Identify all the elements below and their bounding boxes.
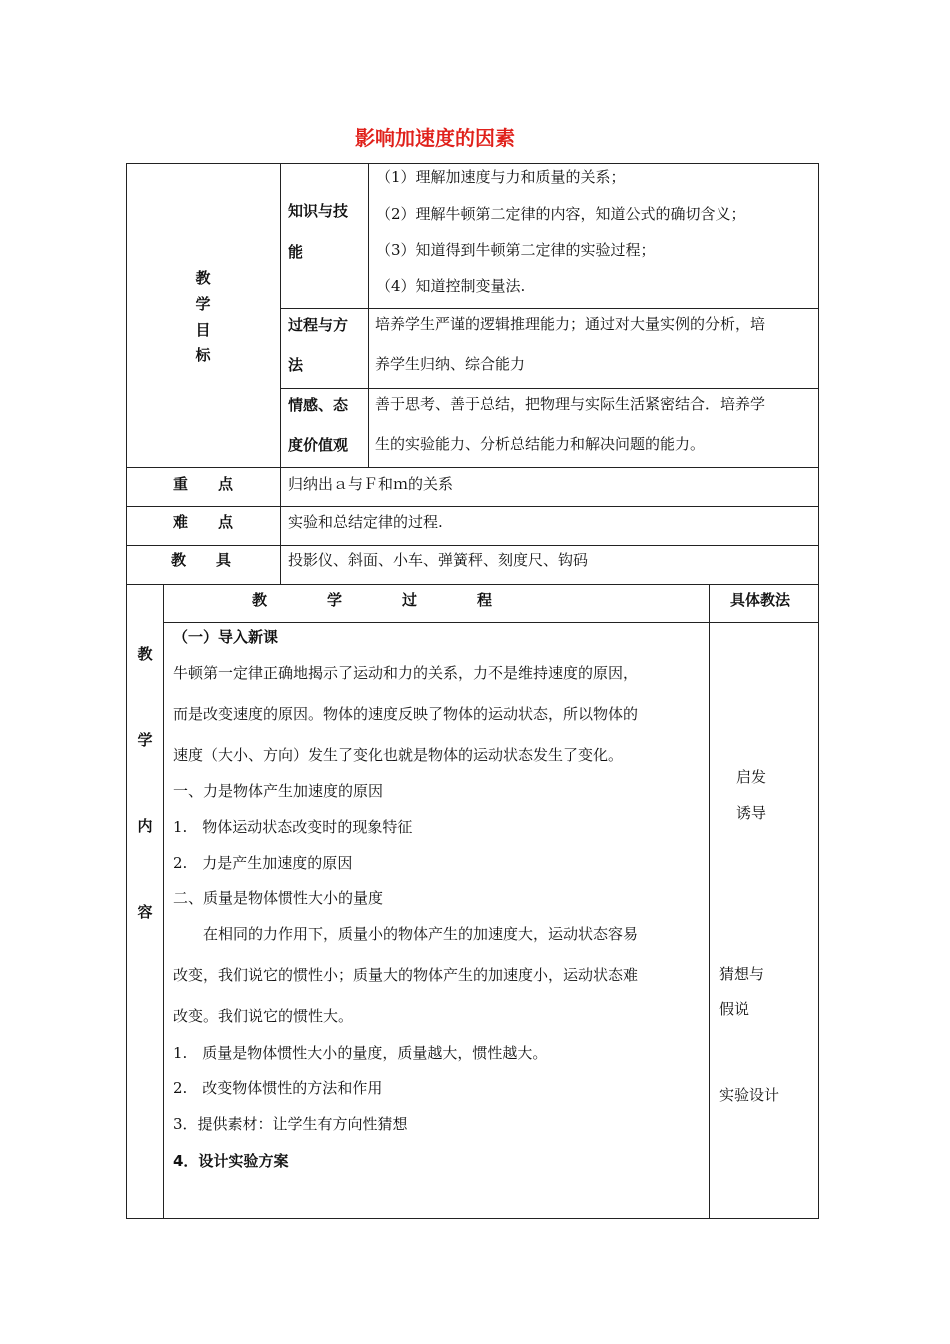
difficulty-label: 难 点 bbox=[173, 513, 234, 531]
knowledge-item: （2）理解牛顿第二定律的内容，知道公式的确切含义； bbox=[376, 205, 746, 223]
knowledge-item: （3）知道得到牛顿第二定律的实验过程； bbox=[376, 241, 656, 259]
column-divider bbox=[280, 467, 281, 584]
content-side-label: 教 bbox=[137, 645, 153, 663]
content-line: 1. 物体运动状态改变时的现象特征 bbox=[173, 818, 413, 836]
page-title: 影响加速度的因素 bbox=[355, 126, 515, 150]
objectives-label: 标 bbox=[195, 346, 211, 364]
content-line: 一、力是物体产生加速度的原因 bbox=[173, 782, 384, 800]
method-note: 实验设计 bbox=[719, 1086, 780, 1104]
key-point-text: 归纳出ａ与Ｆ和ｍ的关系 bbox=[288, 475, 454, 493]
row-divider bbox=[280, 388, 819, 389]
difficulty-text: 实验和总结定律的过程. bbox=[288, 513, 443, 531]
method-note: 猜想与 bbox=[719, 965, 765, 983]
row-divider bbox=[126, 506, 819, 507]
process-header: 教 学 过 程 bbox=[252, 591, 493, 609]
content-line: 改变。我们说它的惯性大。 bbox=[173, 1007, 354, 1025]
content-side-label: 学 bbox=[137, 731, 153, 749]
column-divider bbox=[163, 584, 164, 1219]
knowledge-item: （4）知道控制变量法. bbox=[376, 277, 526, 295]
method-header: 具体教法 bbox=[730, 591, 791, 609]
content-line: 2. 力是产生加速度的原因 bbox=[173, 854, 353, 872]
objectives-label: 学 bbox=[195, 295, 211, 313]
content-line: 二、质量是物体惯性大小的量度 bbox=[173, 889, 384, 907]
column-divider bbox=[280, 163, 281, 468]
content-line: 改变，我们说它的惯性小；质量大的物体产生的加速度小，运动状态难 bbox=[173, 966, 639, 984]
process-label: 法 bbox=[288, 356, 304, 374]
knowledge-item: （1）理解加速度与力和质量的关系； bbox=[376, 168, 626, 186]
content-side-label: 容 bbox=[137, 903, 153, 921]
method-note: 启发 bbox=[736, 768, 767, 786]
tools-label: 教 具 bbox=[171, 551, 232, 569]
method-note: 假说 bbox=[719, 1000, 750, 1018]
content-line: 1. 质量是物体惯性大小的量度，质量越大，惯性越大。 bbox=[173, 1044, 548, 1062]
tools-text: 投影仪、斜面、小车、弹簧秤、刻度尺、钩码 bbox=[288, 551, 589, 569]
column-divider bbox=[368, 163, 369, 468]
content-line: 2. 改变物体惯性的方法和作用 bbox=[173, 1079, 383, 1097]
process-text: 培养学生严谨的逻辑推理能力；通过对大量实例的分析，培 bbox=[375, 315, 766, 333]
row-divider bbox=[126, 545, 819, 546]
emotion-text: 生的实验能力、分析总结能力和解决问题的能力。 bbox=[375, 435, 706, 453]
content-heading: 4．设计实验方案 bbox=[173, 1152, 289, 1170]
column-divider bbox=[709, 584, 710, 1219]
emotion-text: 善于思考、善于总结，把物理与实际生活紧密结合．培养学 bbox=[375, 395, 766, 413]
row-divider bbox=[280, 308, 819, 309]
row-divider bbox=[126, 467, 819, 468]
process-label: 过程与方 bbox=[288, 316, 349, 334]
content-line: 牛顿第一定律正确地揭示了运动和力的关系，力不是维持速度的原因， bbox=[173, 664, 639, 682]
method-note: 诱导 bbox=[736, 804, 767, 822]
row-divider bbox=[126, 584, 819, 585]
knowledge-label: 能 bbox=[288, 243, 304, 261]
content-line: 在相同的力作用下，质量小的物体产生的加速度大，运动状态容易 bbox=[173, 925, 639, 943]
content-line: 3．提供素材：让学生有方向性猜想 bbox=[173, 1115, 408, 1133]
row-divider bbox=[163, 622, 819, 623]
key-point-label: 重 点 bbox=[173, 475, 234, 493]
objectives-label: 目 bbox=[195, 321, 211, 339]
content-heading: （一）导入新课 bbox=[173, 628, 279, 646]
content-line: 速度（大小、方向）发生了变化也就是物体的运动状态发生了变化。 bbox=[173, 746, 624, 764]
content-line: 而是改变速度的原因。物体的速度反映了物体的运动状态，所以物体的 bbox=[173, 705, 639, 723]
objectives-label: 教 bbox=[195, 269, 211, 287]
emotion-label: 情感、态 bbox=[288, 396, 349, 414]
emotion-label: 度价值观 bbox=[288, 436, 349, 454]
knowledge-label: 知识与技 bbox=[288, 202, 349, 220]
content-side-label: 内 bbox=[137, 817, 153, 835]
process-text: 养学生归纳、综合能力 bbox=[375, 355, 526, 373]
